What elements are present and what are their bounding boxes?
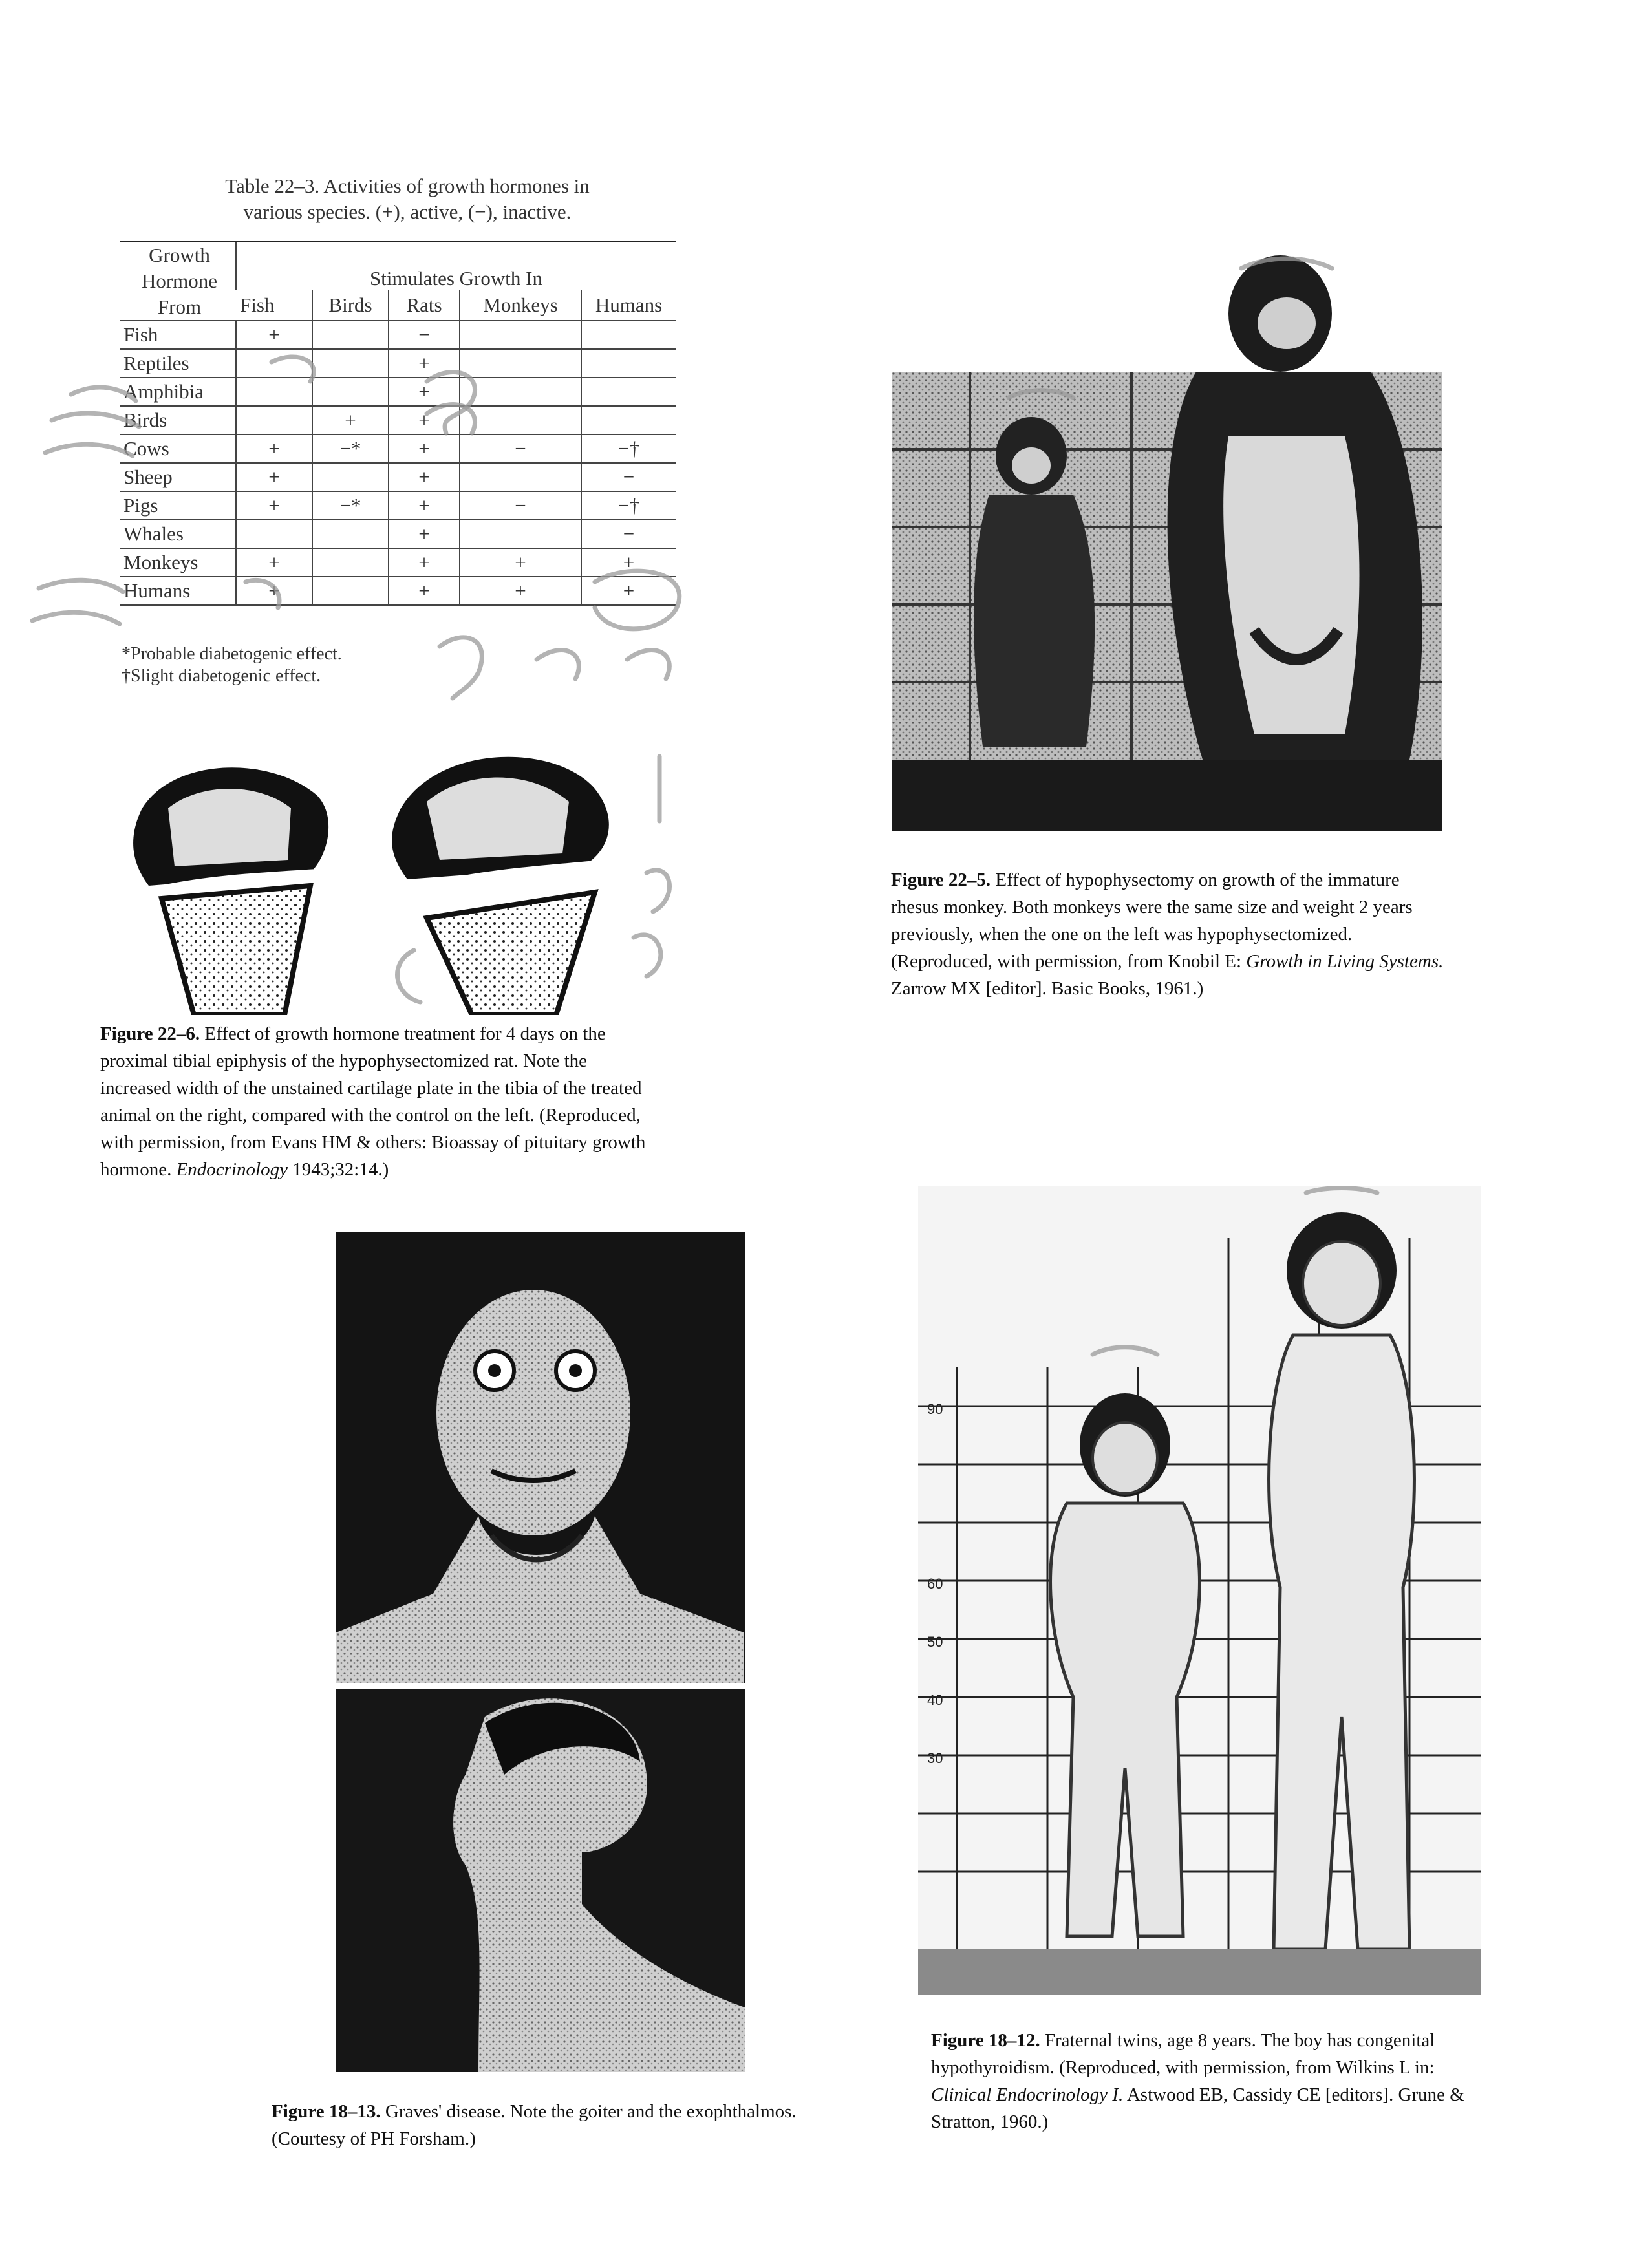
table-cell: + — [236, 548, 312, 577]
figure-22-5-image — [892, 242, 1442, 831]
table-cell: + — [236, 463, 312, 491]
row-species: Amphibia — [120, 378, 236, 406]
table-cell: + — [389, 406, 460, 434]
column-header: Fish — [236, 290, 312, 321]
table-cell: −* — [312, 434, 389, 463]
row-species: Whales — [120, 520, 236, 548]
group-header: Stimulates Growth In — [236, 242, 676, 290]
table-cell: + — [236, 434, 312, 463]
table-cell: − — [389, 321, 460, 349]
height-mark: 30 — [927, 1750, 943, 1766]
height-mark: 40 — [927, 1692, 943, 1708]
footnote-slight: †Slight diabetogenic effect. — [122, 666, 321, 686]
table-cell: + — [389, 434, 460, 463]
table-cell: −† — [581, 491, 676, 520]
table-cell: −† — [581, 434, 676, 463]
row-species: Birds — [120, 406, 236, 434]
figure-18-12-label: Figure 18–12. — [931, 2030, 1040, 2051]
table-cell: + — [389, 491, 460, 520]
table-cell: − — [460, 434, 581, 463]
table-cell: + — [312, 406, 389, 434]
figure-18-13-image — [336, 1232, 745, 2072]
table-cell: + — [389, 349, 460, 378]
table-cell: + — [236, 491, 312, 520]
table-cell: −* — [312, 491, 389, 520]
row-species: Reptiles — [120, 349, 236, 378]
figure-22-6-image — [103, 731, 672, 1015]
row-species: Fish — [120, 321, 236, 349]
figure-22-6-caption: Figure 22–6. Effect of growth hormone treatment for 4 days on the proximal tibial epiphysis of the hypophysectomized rat. Note the increased width of the unstained cartilage plate in the tibia of the treated animal on the right, compared with the control on the left. (Reproduced, with permission, from Evans HM & others: Bioassay of pituitary growth hormone. Endocrinology 1943;32:14.) — [100, 1023, 646, 1180]
row-species: Pigs — [120, 491, 236, 520]
figure-22-5-caption: Figure 22–5. Effect of hypophysectomy on growth of the immature rhesus monkey. Both monkeys were the same size and weight 2 years previously, when the one on the left was hypophysectomized. (Reproduced, with permission, from Knobil E: Growth in Living Systems. Zarrow MX [editor]. Basic Books, 1961.) — [891, 870, 1444, 999]
figure-22-6-label: Figure 22–6. — [100, 1023, 200, 1044]
table-cell: + — [236, 577, 312, 605]
table-cell: + — [389, 378, 460, 406]
table-caption-line2: various species. (+), active, (−), inactive. — [243, 200, 572, 223]
column-header: Monkeys — [460, 290, 581, 321]
footnote-probable: *Probable diabetogenic effect. — [122, 644, 342, 664]
figure-18-12-caption: Figure 18–12. Fraternal twins, age 8 years. The boy has congenital hypothyroidism. (Reproduced, with permission, from Wilkins L in: Clinical Endocrinology I. Astwood EB, Cassidy CE [editors]. Grune & Stratton, 1960.) — [931, 2030, 1464, 2132]
row-header: Growth Hormone From — [120, 242, 236, 321]
height-mark: 60 — [927, 1576, 943, 1592]
figure-18-13-caption: Figure 18–13. Graves' disease. Note the goiter and the exophthalmos. (Courtesy of PH Forsham.) — [272, 2101, 797, 2149]
height-mark: 50 — [927, 1634, 943, 1650]
table-cell: + — [389, 548, 460, 577]
table-cell: + — [581, 548, 676, 577]
row-species: Monkeys — [120, 548, 236, 577]
table-caption — [123, 173, 692, 225]
figure-18-12-image — [918, 1186, 1481, 1995]
table-footnotes — [122, 643, 342, 687]
column-header: Birds — [312, 290, 389, 321]
table-cell: + — [581, 577, 676, 605]
table-cell: + — [389, 577, 460, 605]
figure-22-5-label: Figure 22–5. — [891, 870, 991, 890]
table-cell: + — [389, 520, 460, 548]
table-cell: − — [460, 491, 581, 520]
table-cell: + — [236, 321, 312, 349]
table-cell: + — [389, 463, 460, 491]
figure-18-13-label: Figure 18–13. — [272, 2101, 381, 2122]
table-cell: − — [581, 520, 676, 548]
table-cell: + — [460, 548, 581, 577]
height-mark: 90 — [927, 1401, 943, 1417]
table-cell: − — [581, 463, 676, 491]
row-species: Sheep — [120, 463, 236, 491]
column-header: Rats — [389, 290, 460, 321]
row-species: Cows — [120, 434, 236, 463]
table-caption-line1: Table 22–3. Activities of growth hormones in — [225, 175, 590, 197]
table-cell: + — [460, 577, 581, 605]
column-header: Humans — [581, 290, 676, 321]
row-species: Humans — [120, 577, 236, 605]
